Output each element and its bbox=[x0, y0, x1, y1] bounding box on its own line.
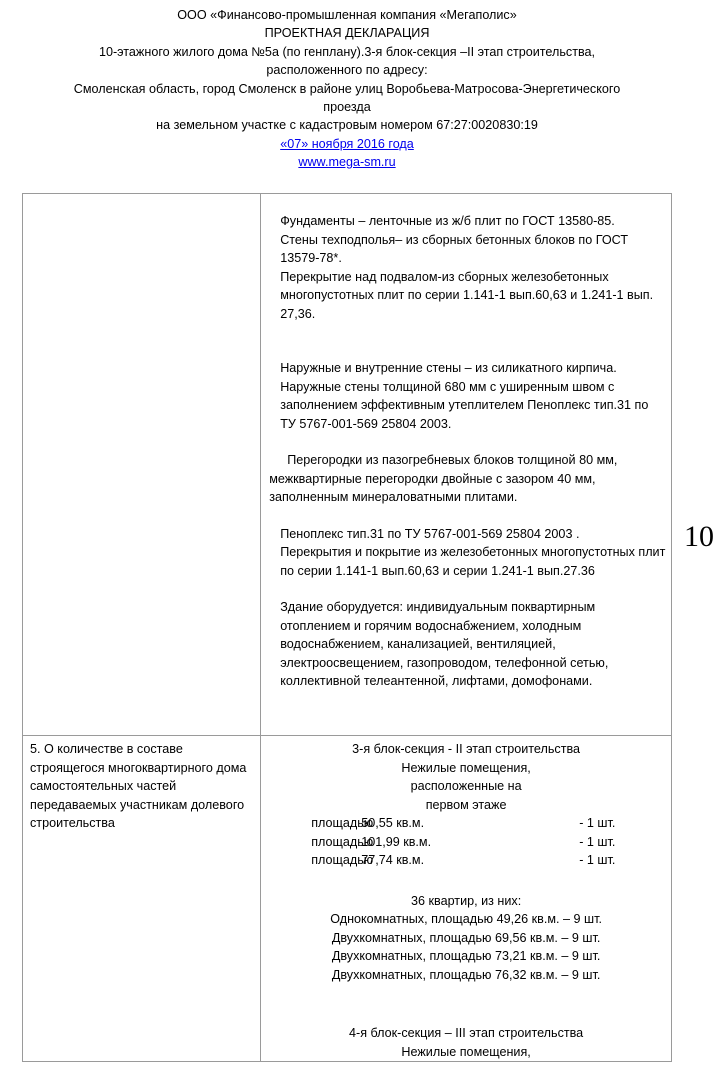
object-line-1: 10-этажного жилого дома №5а (по генплану).3-я блок-секция –II этап строительства, bbox=[98, 44, 596, 59]
partitions-text: Перегородки из пазогребневых блоков толщиной 80 мм, межквартирные перегородки двойные с зазором 40 мм, заполненным минераловатными плитами. bbox=[269, 453, 618, 504]
section-3-title: 3-я блок-секция - II этап строительства bbox=[352, 742, 581, 756]
walls-text: Наружные и внутренние стены – из силикатного кирпича. Наружные стены толщиной 680 мм с уширенным швом с заполнением эффективным утеплителем Пеноплекс тип.31 по ТУ 5767-001-569 25804 2003. bbox=[280, 361, 649, 431]
object-line-2: расположенного по адресу: bbox=[266, 63, 428, 78]
company-name: ООО «Финансово-промышленная компания «Мегаполис» bbox=[177, 8, 517, 22]
address-line-1: Смоленская область, город Смоленск в районе улиц Воробьева-Матросова-Энергетического bbox=[73, 81, 621, 96]
row-label-cell bbox=[23, 736, 261, 1062]
address-line-2: проезда bbox=[323, 100, 371, 115]
penoplex-text: Пеноплекс тип.31 по ТУ 5767-001-569 25804 2003 . bbox=[280, 526, 580, 541]
section-4-nonresidential: Нежилые помещения, bbox=[401, 1044, 531, 1059]
site-link[interactable]: www.mega-sm.ru bbox=[298, 155, 396, 170]
date-link[interactable]: «07» ноября 2016 года bbox=[280, 136, 414, 151]
section-4-block bbox=[261, 1020, 671, 1061]
area-list bbox=[261, 814, 671, 870]
nonresidential-line-2: расположенные на bbox=[410, 779, 522, 793]
document-header bbox=[0, 6, 694, 172]
list-item: Двухкомнатных, площадью 73,21 кв.м. – 9 шт. bbox=[331, 949, 601, 963]
construction-description-cell bbox=[261, 194, 672, 736]
apartments-total: 36 квартир, из них: bbox=[411, 893, 522, 908]
section-5-label: 5. О количестве в составе строящегося многоквартирного дома самостоятельных частей передаваемых участникам долевого строительства bbox=[30, 742, 247, 830]
table-row bbox=[23, 736, 672, 1062]
cadastral-line: на земельном участке с кадастровым номером 67:27:0020830:19 bbox=[156, 118, 538, 133]
nonresidential-line-3: первом этаже bbox=[425, 797, 507, 812]
list-item: площадью 50,55 кв.м. - 1 шт. bbox=[311, 816, 616, 830]
foundations-text: Фундаменты – ленточные из ж/б плит по ГОСТ 13580-85. bbox=[280, 214, 615, 228]
apartment-list bbox=[261, 888, 671, 985]
page-number: 10 bbox=[684, 520, 714, 553]
declaration-table bbox=[22, 193, 672, 1062]
floors-text: Перекрытия и покрытие из железобетонных многопустотных плит по серии 1.141-1 вып.60,63 и серии 1.241-1 вып.27.36 bbox=[280, 545, 666, 578]
nonresidential-line-1: Нежилые помещения, bbox=[401, 760, 531, 775]
list-item: Двухкомнатных, площадью 76,32 кв.м. – 9 шт. bbox=[331, 967, 601, 982]
table-row bbox=[23, 194, 672, 736]
list-item: площадью 101,99 кв.м. - 1 шт. bbox=[311, 834, 616, 849]
list-item: Однокомнатных, площадью 49,26 кв.м. – 9 шт. bbox=[330, 912, 602, 926]
equipment-text: Здание оборудуется: индивидуальным поквартирным отоплением и горячим водоснабжением, холодным водоснабжением, канализацией, вентиляцией, электроосвещением, газопроводом, телефонной сетью, коллективной телеантенной, лифтами, домофонами. bbox=[280, 600, 609, 688]
document-title: ПРОЕКТНАЯ ДЕКЛАРАЦИЯ bbox=[264, 26, 430, 41]
list-item: Двухкомнатных, площадью 69,56 кв.м. – 9 шт. bbox=[331, 930, 601, 945]
basement-walls-text: Стены техподполья– из сборных бетонных блоков по ГОСТ 13579-78*. bbox=[280, 232, 629, 265]
section-4-title: 4-я блок-секция – III этап строительства bbox=[349, 1026, 584, 1040]
row-label-cell bbox=[23, 194, 261, 736]
parts-description-cell bbox=[261, 736, 672, 1062]
list-item: площадью 77,74 кв.м. - 1 шт. bbox=[311, 853, 616, 867]
basement-ceiling-text: Перекрытие над подвалом-из сборных железобетонных многопустотных плит по серии 1.141-1 вып.60,63 и 1.241-1 вып. 27,36. bbox=[280, 269, 654, 321]
